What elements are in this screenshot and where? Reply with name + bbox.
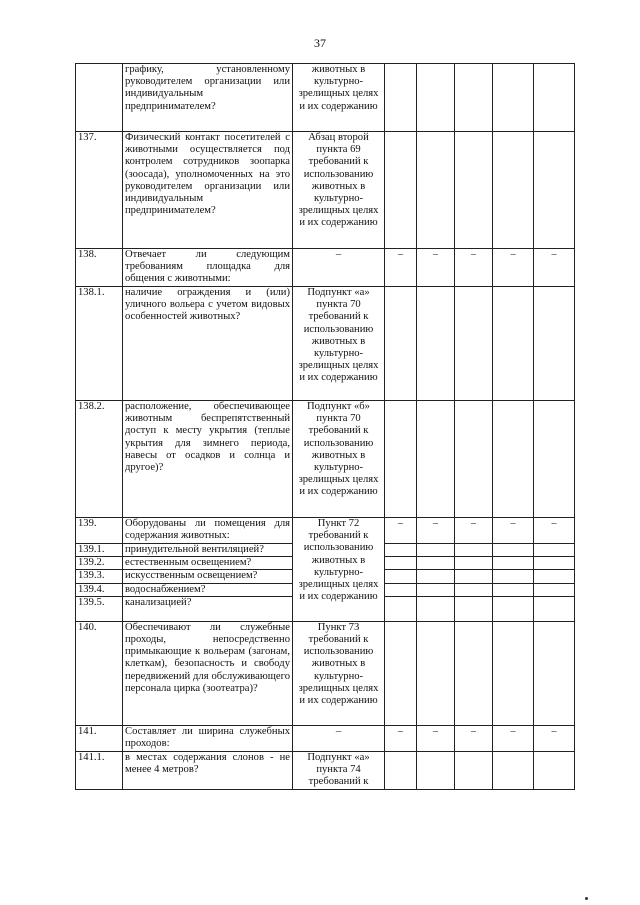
answer-cell (534, 64, 575, 132)
answer-dash: – (534, 518, 575, 544)
answer-cell (417, 132, 455, 249)
answer-cell (455, 570, 493, 583)
row-number: 139.2. (76, 557, 123, 570)
question-text: расположение, обеспечивающее животным беспрепятственный доступ к месту укрытия (теплые укрытия для зимнего периода, навесы от осадков и солнца и другое)? (123, 401, 293, 518)
row-number: 138. (76, 249, 123, 287)
answer-dash: – (385, 518, 417, 544)
requirement-reference: – (293, 725, 385, 751)
answer-cell (493, 544, 534, 557)
answer-cell (455, 596, 493, 621)
answer-cell (417, 751, 455, 789)
answer-cell (417, 583, 455, 596)
answer-dash: – (534, 725, 575, 751)
answer-cell (493, 557, 534, 570)
row-number: 137. (76, 132, 123, 249)
answer-dash: – (417, 518, 455, 544)
answer-cell (534, 132, 575, 249)
requirement-reference: Пункт 72 требований к использованию животных в культурно-зрелищных целях и их содержанию (293, 518, 385, 622)
answer-cell (417, 570, 455, 583)
answer-dash: – (455, 249, 493, 287)
answer-cell (417, 621, 455, 725)
answer-cell (534, 557, 575, 570)
table-row (76, 725, 575, 751)
answer-dash: – (455, 725, 493, 751)
requirement-reference: Подпункт «а» пункта 74 требований к (293, 751, 385, 789)
requirement-reference: – (293, 249, 385, 287)
checklist-table (75, 63, 575, 790)
answer-cell (493, 596, 534, 621)
answer-dash: – (455, 518, 493, 544)
answer-cell (385, 557, 417, 570)
answer-cell (534, 287, 575, 401)
answer-cell (455, 557, 493, 570)
answer-cell (417, 544, 455, 557)
answer-dash: – (493, 518, 534, 544)
answer-cell (455, 751, 493, 789)
question-text: Обеспечивают ли служебные проходы, непосредственно примыкающие к вольерам (загонам, клеткам), безопасность и свободу передвижений для обслуживающего персонала цирка (зоотеатра)? (123, 621, 293, 725)
answer-cell (534, 583, 575, 596)
answer-cell (534, 401, 575, 518)
answer-cell (385, 751, 417, 789)
answer-cell (455, 287, 493, 401)
answer-cell (385, 570, 417, 583)
row-number: 141. (76, 725, 123, 751)
answer-cell (493, 621, 534, 725)
requirement-reference: Пункт 73 требований к использованию животных в культурно-зрелищных целях и их содержанию (293, 621, 385, 725)
answer-cell (455, 621, 493, 725)
answer-cell (385, 287, 417, 401)
table-row (76, 249, 575, 287)
table-row (76, 287, 575, 401)
answer-cell (455, 132, 493, 249)
question-text: принудительной вентиляцией? (123, 544, 293, 557)
answer-cell (385, 583, 417, 596)
answer-cell (385, 621, 417, 725)
question-text: естественным освещением? (123, 557, 293, 570)
question-text: в местах содержания слонов - не менее 4 метров? (123, 751, 293, 789)
answer-cell (455, 64, 493, 132)
row-number: 138.2. (76, 401, 123, 518)
question-text: водоснабжением? (123, 583, 293, 596)
row-number: 139.4. (76, 583, 123, 596)
question-text: канализацией? (123, 596, 293, 621)
answer-cell (534, 544, 575, 557)
row-number: 139.1. (76, 544, 123, 557)
answer-dash: – (417, 249, 455, 287)
answer-dash: – (385, 249, 417, 287)
table-row (76, 518, 575, 544)
table-row (76, 401, 575, 518)
row-number: 138.1. (76, 287, 123, 401)
requirement-reference: Подпункт «а» пункта 70 требований к использованию животных в культурно-зрелищных целях и их содержанию (293, 287, 385, 401)
question-text: Физический контакт посетителей с животными осуществляется под контролем сотрудников зоопарка (зоосада), уполномоченных на это руководителем организации или индивидуальным предпринимателем? (123, 132, 293, 249)
answer-cell (493, 401, 534, 518)
answer-cell (417, 557, 455, 570)
answer-cell (493, 583, 534, 596)
answer-cell (385, 596, 417, 621)
scan-dot-mark (585, 897, 588, 900)
answer-cell (534, 621, 575, 725)
page-number: 37 (314, 36, 326, 50)
answer-cell (417, 596, 455, 621)
answer-cell (417, 64, 455, 132)
row-number: 139.5. (76, 596, 123, 621)
question-text: искусственным освещением? (123, 570, 293, 583)
answer-dash: – (385, 725, 417, 751)
row-number: 141.1. (76, 751, 123, 789)
question-text: наличие ограждения и (или) уличного вольера с учетом видовых особенностей животных? (123, 287, 293, 401)
table-row (76, 64, 575, 132)
table-row (76, 751, 575, 789)
requirement-reference: Абзац второй пункта 69 требований к использованию животных в культурно-зрелищных целях и их содержанию (293, 132, 385, 249)
requirement-reference: животных в культурно-зрелищных целях и их содержанию (293, 64, 385, 132)
answer-dash: – (493, 725, 534, 751)
question-text: Отвечает ли следующим требованиям площадка для общения с животными: (123, 249, 293, 287)
table-row (76, 132, 575, 249)
answer-cell (493, 570, 534, 583)
answer-cell (417, 401, 455, 518)
question-text: Составляет ли ширина служебных проходов: (123, 725, 293, 751)
answer-cell (493, 751, 534, 789)
answer-dash: – (534, 249, 575, 287)
answer-cell (455, 544, 493, 557)
answer-dash: – (493, 249, 534, 287)
row-number: 140. (76, 621, 123, 725)
answer-cell (385, 544, 417, 557)
answer-cell (534, 596, 575, 621)
answer-cell (385, 132, 417, 249)
answer-cell (493, 64, 534, 132)
answer-cell (385, 64, 417, 132)
answer-cell (455, 583, 493, 596)
answer-dash: – (417, 725, 455, 751)
row-number: 139. (76, 518, 123, 544)
requirement-reference: Подпункт «б» пункта 70 требований к использованию животных в культурно-зрелищных целях и их содержанию (293, 401, 385, 518)
answer-cell (534, 570, 575, 583)
row-number (76, 64, 123, 132)
question-text: графику, установленному руководителем организации или индивидуальным предпринимателем? (123, 64, 293, 132)
answer-cell (385, 401, 417, 518)
table-row (76, 621, 575, 725)
question-text: Оборудованы ли помещения для содержания животных: (123, 518, 293, 544)
answer-cell (455, 401, 493, 518)
row-number: 139.3. (76, 570, 123, 583)
answer-cell (493, 132, 534, 249)
answer-cell (534, 751, 575, 789)
answer-cell (493, 287, 534, 401)
answer-cell (417, 287, 455, 401)
